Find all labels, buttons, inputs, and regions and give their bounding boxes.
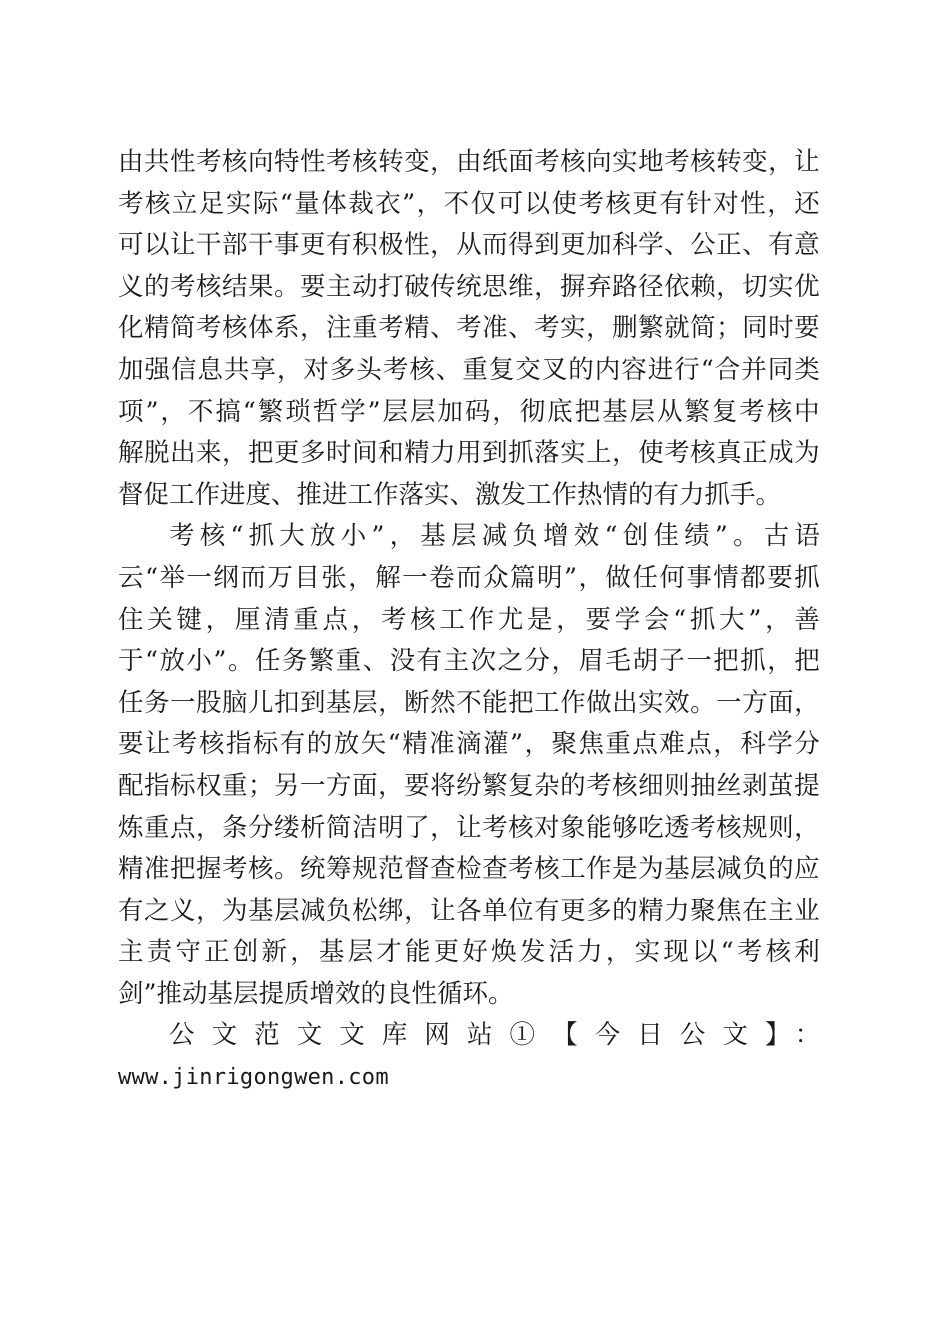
footer-source (118, 1015, 838, 1098)
text-line: 剑”推动基层提质增效的良性循环。 (118, 978, 514, 1009)
text-line: 炼重点，条分缕析简洁明了，让考核对象能够吃透考核规则， (118, 812, 821, 843)
text-line: 解脱出来，把更多时间和精力用到抓落实上，使考核真正成为 (118, 438, 821, 469)
text-line: 督促工作进度、推进工作落实、激发工作热情的有力抓手。 (118, 479, 782, 510)
text-line: 任务一股脑儿扣到基层，断然不能把工作做出实效。一方面， (118, 687, 821, 718)
source-label: 公文范文文库网站①【今日公文】： (169, 1020, 838, 1051)
text-line: 有之义，为基层减负松绑，让各单位有更多的精力聚焦在主业 (118, 895, 821, 926)
text-line: 住关键，厘清重点，考核工作尤是，要学会“抓大”，善 (118, 604, 824, 635)
text-line: 考核立足实际“量体裁衣”，不仅可以使考核更有针对性，还 (118, 188, 822, 219)
text-line: 由共性考核向特性考核转变，由纸面考核向实地考核转变，让 (118, 147, 821, 177)
text-line: 于“放小”。任务繁重、没有主次之分，眉毛胡子一把抓，把 (118, 646, 822, 677)
text-line: 要让考核指标有的放矢“精准滴灌”，聚焦重点难点，科学分 (118, 729, 822, 760)
text-line: 精准把握考核。统筹规范督查检查考核工作是为基层减负的应 (118, 854, 821, 885)
text-line: 主责守正创新，基层才能更好焕发活力，实现以“考核利 (118, 937, 823, 968)
source-url-link[interactable]: www.jinrigongwen.com (118, 1065, 389, 1091)
text-line: 加强信息共享，对多头考核、重复交叉的内容进行“合并同类 (118, 354, 821, 385)
paragraph-2 (118, 516, 826, 1015)
text-line: 项”，不搞“繁琐哲学”层层加码，彻底把基层从繁复考核中 (118, 396, 822, 427)
paragraph-1 (118, 142, 821, 516)
text-line: 义的考核结果。要主动打破传统思维，摒弃路径依赖，切实优 (118, 271, 821, 302)
text-line: 考核“抓大放小”，基层减负增效“创佳绩”。古语 (169, 521, 826, 552)
text-line: 化精简考核体系，注重考精、考准、考实，删繁就简；同时要 (118, 313, 821, 344)
text-line: 配指标权重；另一方面，要将纷繁复杂的考核细则抽丝剥茧提 (118, 770, 821, 801)
text-line: 云“举一纲而万目张，解一卷而众篇明”，做任何事情都要抓 (118, 562, 822, 593)
text-line: 可以让干部干事更有积极性，从而得到更加科学、公正、有意 (118, 230, 821, 261)
document-body (118, 142, 838, 1099)
